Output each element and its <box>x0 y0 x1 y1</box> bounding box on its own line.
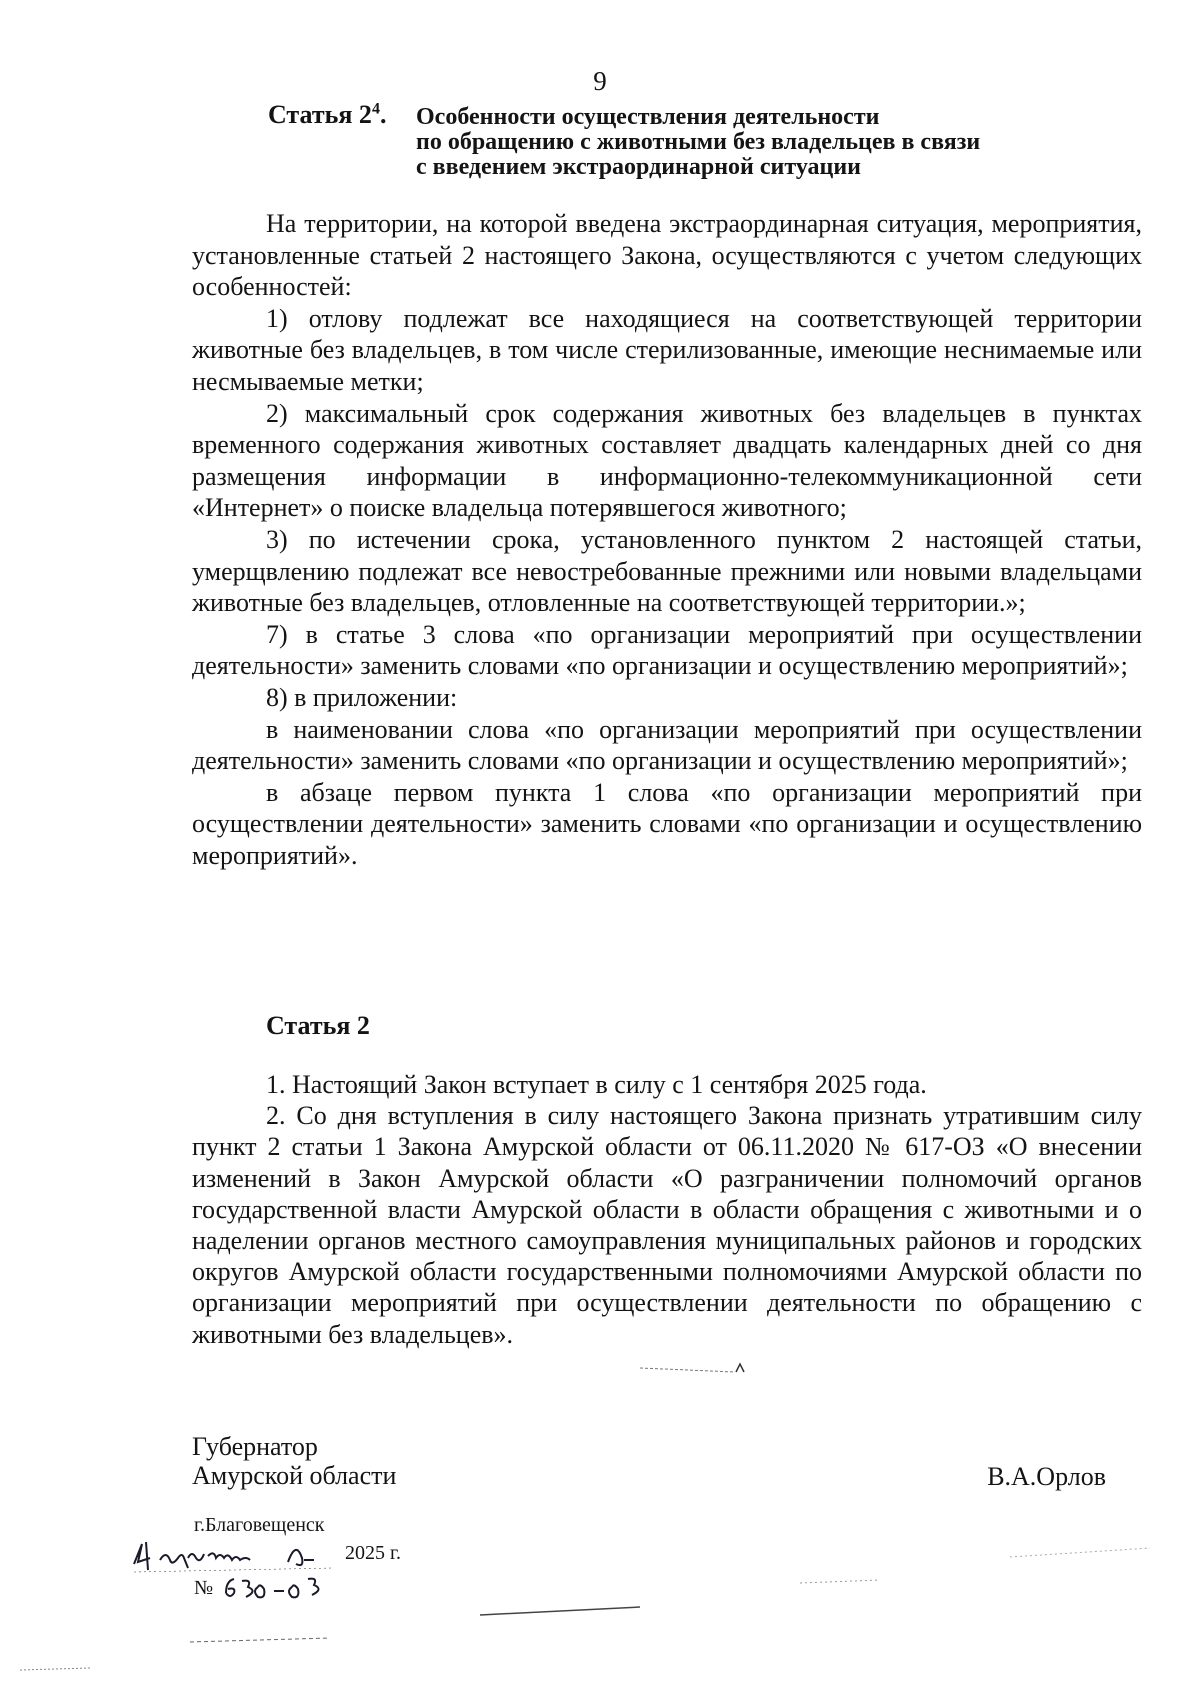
paragraph: в абзаце первом пункта 1 слова «по организации мероприятий при осуществлении деятельности» заменить словами «по организации и осуществлению мероприятий». <box>192 777 1142 870</box>
paragraph: 3) по истечении срока, установленного пунктом 2 настоящей статьи, умерщвлению подлежат все невостребованные прежними или новыми владельцами животные без владельцев, отловленные на соответствующей территории.»; <box>192 524 1142 618</box>
title-line: Особенности осуществления деятельности <box>416 104 880 130</box>
governor-title-line: Губернатор <box>192 1432 318 1461</box>
number-label: № <box>194 1577 214 1599</box>
article-2-heading: Статья 2 <box>266 1011 370 1040</box>
paragraph: 1. Настоящий Закон вступает в силу с 1 сентября 2025 года. <box>266 1070 927 1099</box>
article-label-main: Статья 2 <box>268 100 372 129</box>
title-line: с введением экстраординарной ситуации <box>416 154 861 180</box>
governor-title-line: Амурской области <box>192 1461 397 1490</box>
date-year: 2025 г. <box>345 1542 401 1564</box>
paragraph: 1) отлову подлежат все находящиеся на соответствующей территории животные без владельцев, в том числе стерилизованные, имеющие неснимаемые или несмываемые метки; <box>192 303 1142 396</box>
article-label-end: . <box>379 100 387 129</box>
paragraph: На территории, на которой введена экстраординарная ситуация, мероприятия, установленные статьей 2 настоящего Закона, осуществляются с учетом следующих особенностей: <box>192 209 1142 302</box>
city: г.Благовещенск <box>194 1514 325 1536</box>
paragraph: в наименовании слова «по организации мероприятий при осуществлении деятельности» заменить словами «по организации и осуществлению мероприятий»; <box>192 714 1142 776</box>
article-label-superscript: 4 <box>371 100 380 118</box>
governor-name: В.А.Орлов <box>987 1462 1106 1491</box>
paragraph: 2. Со дня вступления в силу настоящего Закона признать утратившим силу пункт 2 статьи 1 Закона Амурской области от 06.11.2020 № 617-ОЗ «О внесении изменений в Закон Амурской области «О разграничении полномочий органов государственной власти Амурской области в области обращения с животными и о наделении органов местного самоуправления муниципальных районов и городских округов Амурской области государственными полномочиями Амурской области по организации мероприятий при осуществлении деятельности по обращению с животными без владельцев». <box>192 1101 1142 1349</box>
paragraph: 8) в приложении: <box>266 682 458 712</box>
paragraph: 7) в статье 3 слова «по организации мероприятий при осуществлении деятельности» заменить словами «по организации и осуществлению мероприятий»; <box>192 619 1142 681</box>
page-number: 9 <box>593 66 607 96</box>
paragraph: 2) максимальный срок содержания животных без владельцев в пунктах временного содержания животных составляет двадцать календарных дней со дня размещения информации в информационно-телекоммуникационной сети «Интернет» о поиске владельца потерявшегося животного; <box>192 398 1142 523</box>
title-line: по обращению с животными без владельцев в связи <box>416 129 981 155</box>
